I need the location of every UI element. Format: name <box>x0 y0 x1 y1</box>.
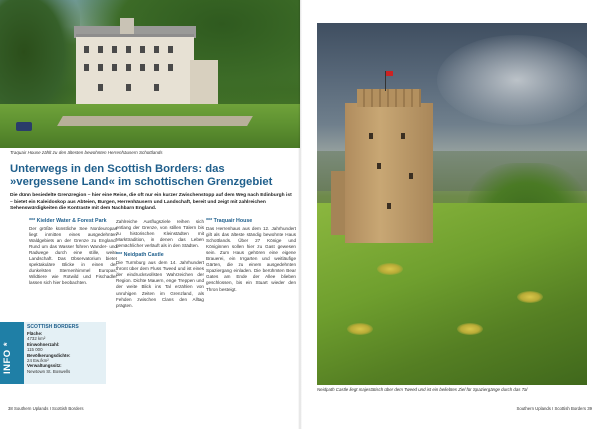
page-footer-left: 38 Southern Uplands I Scottish Borders <box>8 406 84 411</box>
text-column-2 <box>116 218 204 312</box>
info-entry-label: Verwaltungssitz: <box>27 363 62 369</box>
photo-caption: Neidpath Castle liegt majestätisch über dem Tweed und ist ein beliebtes Ziel für Spaziergänge durch das Tal <box>317 387 528 392</box>
traquair-house-photo <box>0 0 300 148</box>
lead-paragraph: Die dünn besiedelte Grenzregion – hier eine Reise, die oft nur ein kurzer Zwischenstopp auf dem Weg nach Edinburgh ist – bietet ein Kaleidoskop aus Abteien, Burgen, Herrenhäusern und Landschaft, bereit und zeigt mit zahlreichen Sehenswürdigkeiten die Kontraste mit dem Nachbarn England. <box>10 193 292 212</box>
info-label: INFO * <box>2 341 13 374</box>
info-entry-label: Fläche: <box>27 331 43 336</box>
info-entry <box>27 363 103 374</box>
section-body-neidpath: Die Turmburg aus dem 14. Jahrhundert thront über dem Fluss Tweed und ist eines der eindrucksvollsten Wahrzeichen der Region. Dichte Mauern, enge Treppen und der weite Blick ins Tal erzählen von unruhigen Zeiten im Grenzland, als Fehden zwischen Clans den Alltag prägten. <box>116 260 204 308</box>
section-body-continuation: Zahlreiche Ausflugsziele reihen sich entlang der Grenze, von stillen Tälern bis zu historischen Kleinstädten mit Markttradition, in denen das Leben gemächlicher verläuft als in den Städten. <box>116 219 204 249</box>
neidpath-castle-photo <box>317 23 587 385</box>
page-footer-right: Southern Uplands I Scottish Borders 39 <box>516 406 592 411</box>
page-gutter <box>298 0 302 429</box>
info-entry <box>27 353 103 364</box>
section-body-traquair: Das Herrenhaus aus dem 12. Jahrhundert gilt als das älteste ständig bewohnte Haus Schottlands. Über 27 Könige und Königinnen sollen hier zu Gast gewesen sein. Zum Haus gehören eine eigene Brauerei, ein Irrgarten und weitläufige Gärten, die zu einem ausgedehnten Spaziergang einladen. Die berühmten Bear Gates am Ende der Allee blieben geschlossen, bis ein Stuart wieder den Thron besteigt. <box>206 225 296 292</box>
section-heading-neidpath: *** Neidpath Castle <box>116 252 164 259</box>
info-title: SCOTTISH BORDERS <box>27 324 79 330</box>
section-body-kielder: Der größte künstliche See Nordeuropas liegt inmitten eines ausgedehnten Waldgebiets an der Grenze zu England. Rund um das Wasser führen Wander- und Radwege durch eine stille, weite Landschaft. Das Observatorium bietet spektakuläre Blicke in einen der dunkelsten Sternenhimmel Europas, Wildtiere wie Rotwild und Fischadler lassen sich hier beobachten. <box>29 225 117 286</box>
section-heading-kielder: *** Kielder Water & Forest Park <box>29 218 107 224</box>
info-entry-label: Bevölkerungsdichte: <box>27 352 71 358</box>
photo-caption: Traquair House zählt zu den ältesten bewohnten Herrenhäusern Schottlands <box>10 150 163 155</box>
info-box <box>24 322 106 384</box>
text-column-3 <box>206 218 296 296</box>
section-heading-traquair: *** Traquair House <box>206 218 253 224</box>
info-entry-label: Einwohnerzahl: <box>27 341 60 347</box>
article-headline: Unterwegs in den Scottish Borders: das »vergessene Land« im schottischen Grenzgebiet <box>10 163 273 188</box>
info-entry-value: Newtown St. Boswells <box>27 368 71 374</box>
info-entry-value: 115 000 <box>27 347 43 353</box>
info-entry-value: 4732 km² <box>27 336 46 342</box>
info-entry <box>27 342 103 353</box>
info-entry-value: 24 Ew./km² <box>27 358 49 364</box>
info-side-label <box>0 322 24 384</box>
right-page <box>300 0 600 429</box>
info-entry <box>27 331 103 342</box>
text-column-1 <box>29 218 117 290</box>
